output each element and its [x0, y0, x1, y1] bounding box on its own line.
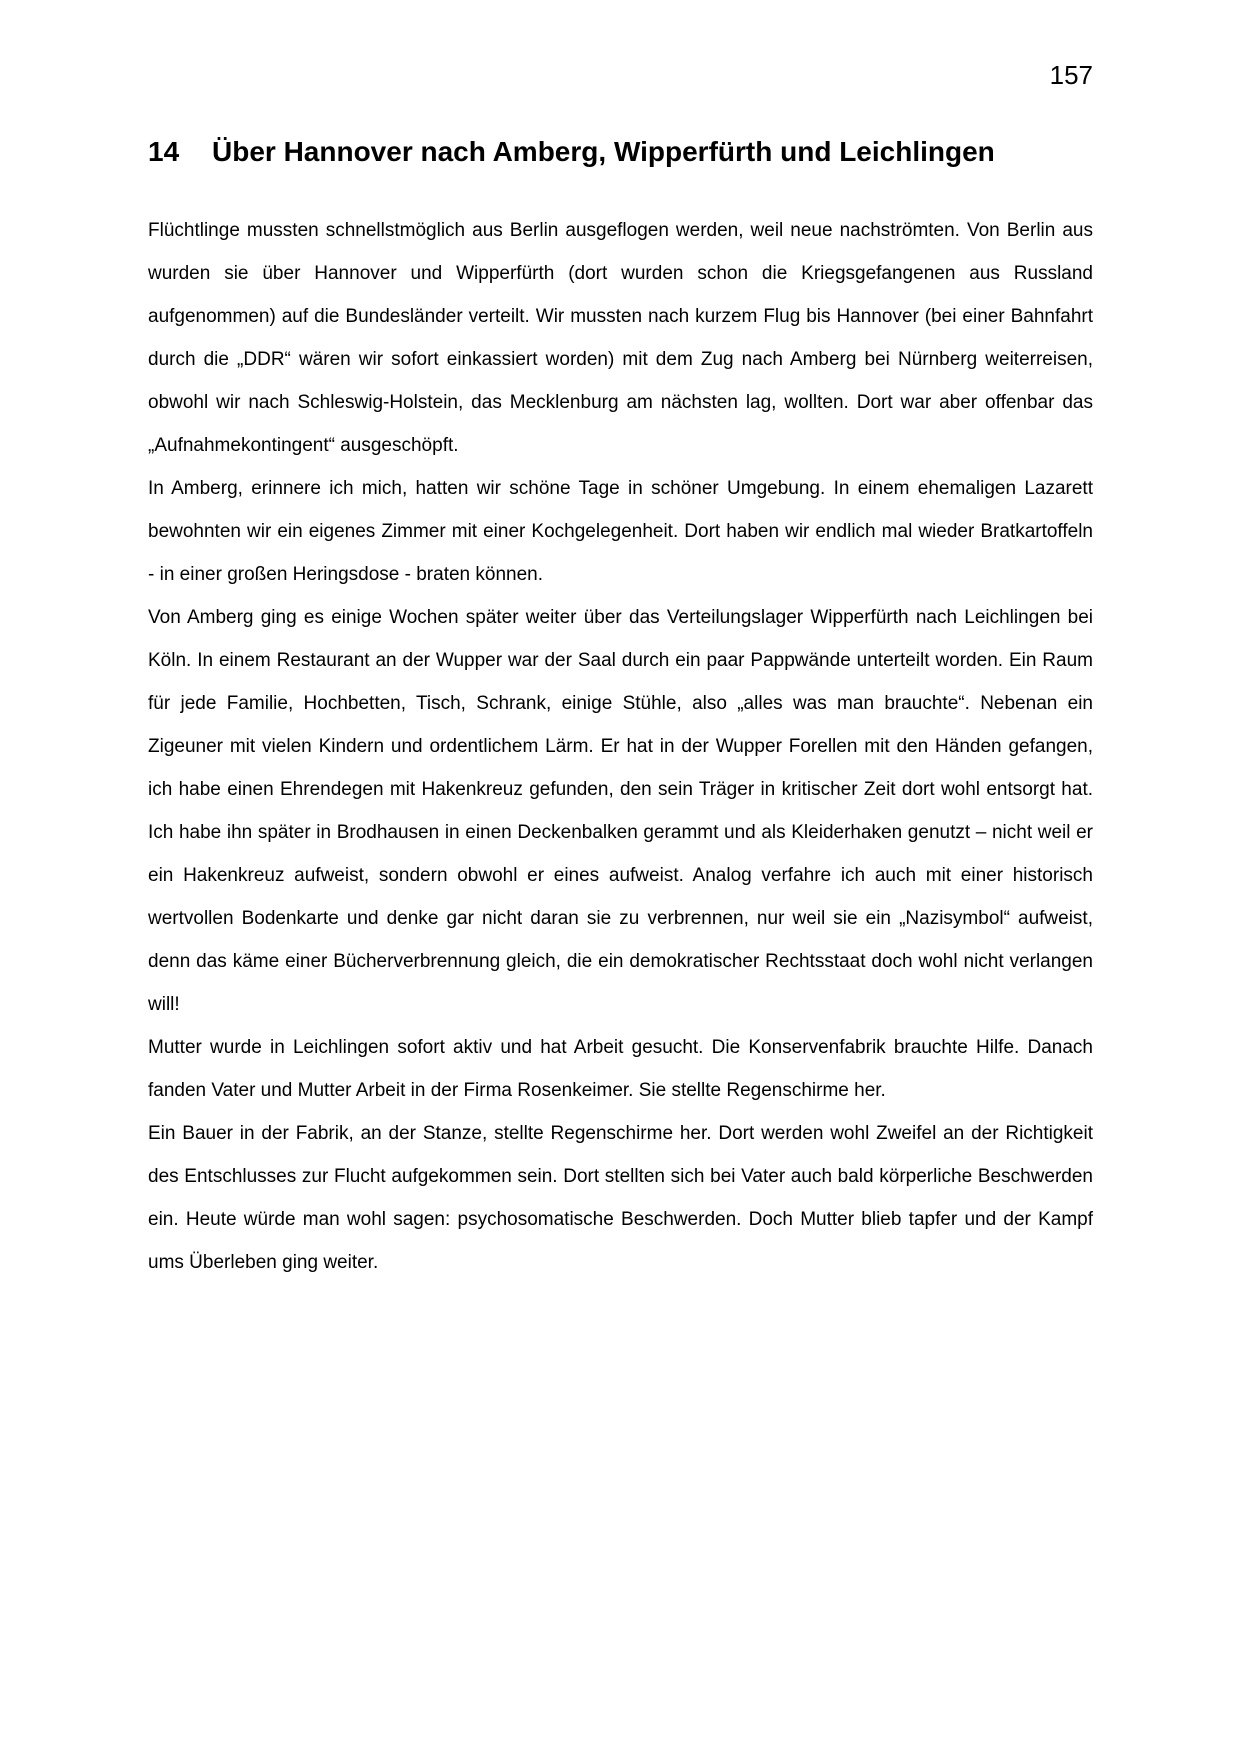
page-number: 157 [1049, 60, 1093, 90]
paragraph-amberg: In Amberg, erinnere ich mich, hatten wir schöne Tage in schöner Umgebung. In einem ehemaligen Lazarett bewohnten wir ein eigenes Zimmer mit einer Kochgelegenheit. Dort haben wir endlich mal wieder Bratkartoffeln - in einer großen Heringsdose - braten können. [148, 477, 1093, 585]
paragraph-vater-fabrik: Ein Bauer in der Fabrik, an der Stanze, stellte Regenschirme her. Dort werden wohl Zweifel an der Richtigkeit des Entschlusses zur Flucht aufgekommen sein. Dort stellten sich bei Vater auch bald körperliche Beschwerden ein. Heute würde man wohl sagen: psychosomatische Beschwerden. Doch Mutter blieb tapfer und der Kampf ums Überleben ging weiter. [148, 1122, 1093, 1273]
chapter-number: 14 [148, 136, 180, 168]
paragraph-wipperfuerth-leichlingen: Von Amberg ging es einige Wochen später weiter über das Verteilungslager Wipperfürth nach Leichlingen bei Köln. In einem Restaurant an der Wupper war der Saal durch ein paar Pappwände unterteilt worden. Ein Raum für jede Familie, Hochbetten, Tisch, Schrank, einige Stühle, also „alles was man brauchte“. Nebenan ein Zigeuner mit vielen Kindern und ordentlichem Lärm. Er hat in der Wupper Forellen mit den Händen gefangen, ich habe einen Ehrendegen mit Hakenkreuz gefunden, den sein Träger in kritischer Zeit dort wohl entsorgt hat. Ich habe ihn später in Brodhausen in einen Deckenbalken gerammt und als Kleiderhaken genutzt – nicht weil er ein Hakenkreuz aufweist, sondern obwohl er eines aufweist. Analog verfahre ich auch mit einer historisch wertvollen Bodenkarte und denke gar nicht daran sie zu verbrennen, nur weil sie ein „Nazisymbol“ aufweist, denn das käme einer Bücherverbrennung gleich, die ein demokratischer Rechtsstaat doch wohl nicht verlangen will! [148, 606, 1093, 1015]
paragraph-flucht-aus-berlin: Flüchtlinge mussten schnellstmöglich aus Berlin ausgeflogen werden, weil neue nachströmten. Von Berlin aus wurden sie über Hannover und Wipperfürth (dort wurden schon die Kriegsgefangenen aus Russland aufgenommen) auf die Bundesländer verteilt. Wir mussten nach kurzem Flug bis Hannover (bei einer Bahnfahrt durch die „DDR“ wären wir sofort einkassiert worden) mit dem Zug nach Amberg bei Nürnberg weiterreisen, obwohl wir nach Schleswig-Holstein, das Mecklenburg am nächsten lag, wollten. Dort war aber offenbar das „Aufnahmekontingent“ ausgeschöpft. [148, 219, 1093, 456]
chapter-heading [148, 135, 1093, 169]
paragraph-mutter-arbeit: Mutter wurde in Leichlingen sofort aktiv und hat Arbeit gesucht. Die Konservenfabrik brauchte Hilfe. Danach fanden Vater und Mutter Arbeit in der Firma Rosenkeimer. Sie stellte Regenschirme her. [148, 1036, 1093, 1101]
body-text [148, 209, 1093, 1284]
chapter-title: Über Hannover nach Amberg, Wipperfürth und Leichlingen [212, 136, 995, 168]
